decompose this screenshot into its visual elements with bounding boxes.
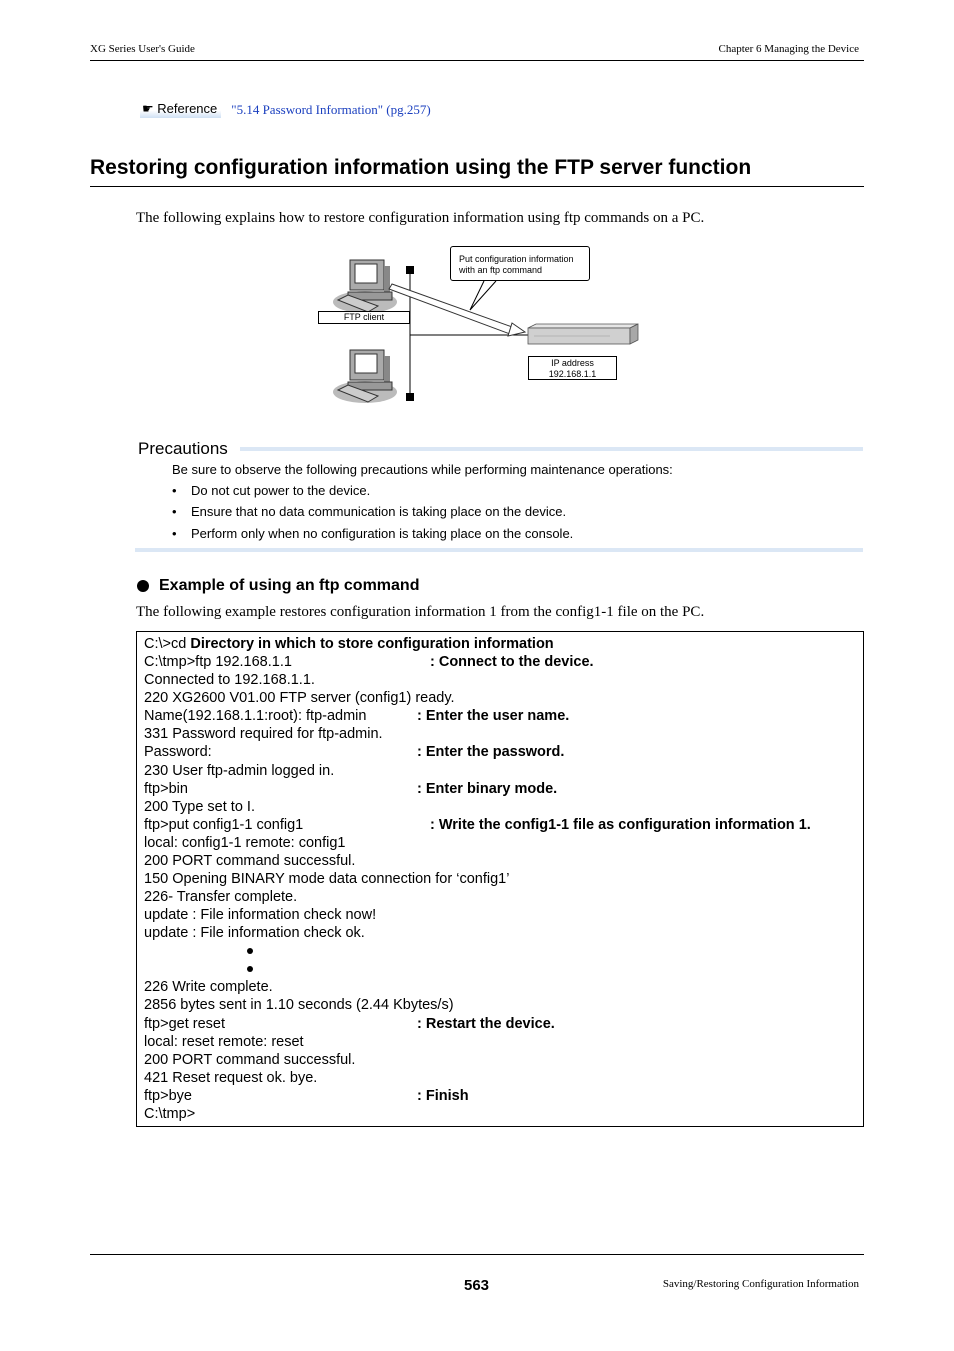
command-text: 150 Opening BINARY mode data connection for ‘config1’: [144, 871, 510, 887]
precaution-item: [172, 504, 566, 519]
reference-label: Reference: [157, 101, 218, 116]
command-line: [144, 1015, 225, 1033]
footer-section: Saving/Restoring Configuration Information: [662, 1278, 859, 1290]
command-text: 230 User ftp-admin logged in.: [144, 763, 335, 779]
precaution-item: [172, 526, 573, 541]
command-line: [144, 1087, 192, 1105]
header-divider: [90, 60, 864, 61]
command-text: C:\>cd: [144, 636, 191, 652]
command-annotation: : Finish: [417, 1088, 469, 1104]
command-line: [144, 996, 454, 1014]
reference-link[interactable]: "5.14 Password Information" (pg.257): [231, 101, 431, 117]
command-line: [144, 762, 334, 780]
command-line: [144, 924, 365, 942]
command-line: [144, 707, 366, 725]
command-line: [144, 1105, 195, 1123]
command-text: 200 PORT command successful.: [144, 1052, 356, 1068]
command-line: [144, 978, 273, 996]
command-line: [144, 906, 376, 924]
reference-row: [140, 101, 431, 118]
section-title: Restoring configuration information using the FTP server function: [90, 156, 864, 187]
example-description: The following example restores configuration information 1 from the config1-1 file on the PC.: [136, 604, 705, 620]
reference-tag: [140, 101, 221, 118]
bullet: •: [172, 526, 177, 541]
header-chapter: Chapter 6 Managing the Device: [718, 43, 859, 55]
command-text: C:\tmp>: [144, 1106, 196, 1122]
command-text: 220 XG2600 V01.00 FTP server (config1) ready.: [144, 690, 455, 706]
example-title-text: Example of using an ftp command: [159, 577, 420, 594]
computer-icon: [333, 260, 397, 313]
command-text: update : File information check ok.: [144, 925, 365, 941]
precaution-text: Ensure that no data communication is taking place on the device.: [191, 504, 567, 519]
precaution-item: [172, 483, 370, 498]
ellipsis-dot: [247, 948, 253, 954]
example-title: [137, 577, 419, 595]
command-line: [144, 888, 297, 906]
precaution-text: Perform only when no configuration is taking place on the console.: [191, 526, 574, 541]
command-line: [144, 1069, 317, 1087]
command-placeholder: Directory in which to store configuration information: [190, 636, 554, 652]
section-intro: The following explains how to restore configuration information using ftp commands on a PC.: [136, 210, 705, 226]
command-text: 2856 bytes sent in 1.10 seconds (2.44 Kbytes/s): [144, 997, 454, 1013]
command-line: [144, 1033, 304, 1051]
command-text: local: config1-1 remote: config1: [144, 835, 346, 851]
header-guide-title: XG Series User's Guide: [90, 43, 195, 55]
command-text: ftp>get reset: [144, 1016, 226, 1032]
ip-address-label: [528, 356, 617, 380]
command-line: [144, 671, 315, 689]
command-line: [144, 1051, 355, 1069]
command-text: 200 PORT command successful.: [144, 853, 356, 869]
command-line: [144, 798, 255, 816]
command-text: 200 Type set to I.: [144, 799, 255, 815]
page-number: 563: [464, 1277, 490, 1294]
ip-label-text: IP address: [551, 358, 594, 368]
callout-line2: with an ftp command: [459, 265, 543, 275]
command-text: 331 Password required for ftp-admin.: [144, 726, 383, 742]
bullet: •: [172, 483, 177, 498]
command-text: Connected to 192.168.1.1.: [144, 672, 315, 688]
precautions-rule-top: [240, 447, 863, 451]
router-device-icon: [528, 324, 638, 344]
ftp-client-label: FTP client: [318, 311, 410, 324]
bullet-icon: [137, 580, 149, 592]
command-line: [144, 653, 292, 671]
command-line: [144, 725, 383, 743]
command-annotation: : Enter binary mode.: [417, 781, 558, 797]
lan-terminator-bottom: [406, 393, 414, 401]
command-text: 226 Write complete.: [144, 979, 273, 995]
lan-terminator-top: [406, 266, 414, 274]
command-text: Name(192.168.1.1:root): ftp-admin: [144, 708, 367, 724]
command-annotation: : Enter the user name.: [417, 708, 570, 724]
precautions-body: Be sure to observe the following precautions while performing maintenance operations:: [172, 462, 673, 477]
command-annotation: : Enter the password.: [417, 744, 565, 760]
command-line: [144, 780, 188, 798]
command-text: ftp>put config1-1 config1: [144, 817, 304, 833]
diagram-callout: [450, 246, 590, 281]
precautions-rule-bottom: [135, 548, 863, 552]
command-text: 421 Reset request ok. bye.: [144, 1070, 318, 1086]
precaution-text: Do not cut power to the device.: [191, 483, 371, 498]
command-text: Password:: [144, 744, 212, 760]
pointing-hand-icon: ☛: [142, 101, 154, 116]
command-line: [144, 870, 509, 888]
command-line: [144, 852, 355, 870]
command-text: 226- Transfer complete.: [144, 889, 298, 905]
command-text: ftp>bin: [144, 781, 188, 797]
command-text: C:\tmp>ftp 192.168.1.1: [144, 654, 292, 670]
command-text: local: reset remote: reset: [144, 1034, 304, 1050]
footer-divider: [90, 1254, 864, 1255]
command-annotation: : Write the config1-1 file as configuration information 1.: [430, 817, 811, 833]
command-line: [144, 689, 455, 707]
precautions-title: Precautions: [138, 439, 228, 458]
command-annotation: : Connect to the device.: [430, 654, 594, 670]
ellipsis-dot: [247, 966, 253, 972]
transfer-arrow-icon: [389, 284, 525, 336]
command-line: [144, 834, 346, 852]
command-line: [144, 635, 554, 653]
bullet: •: [172, 504, 177, 519]
command-text: update : File information check now!: [144, 907, 377, 923]
command-text: ftp>bye: [144, 1088, 192, 1104]
command-line: [144, 816, 303, 834]
command-annotation: : Restart the device.: [417, 1016, 555, 1032]
callout-line1: Put configuration information: [459, 254, 574, 264]
command-line: [144, 743, 212, 761]
ip-value-text: 192.168.1.1: [548, 369, 597, 379]
computer-icon: [333, 350, 397, 403]
